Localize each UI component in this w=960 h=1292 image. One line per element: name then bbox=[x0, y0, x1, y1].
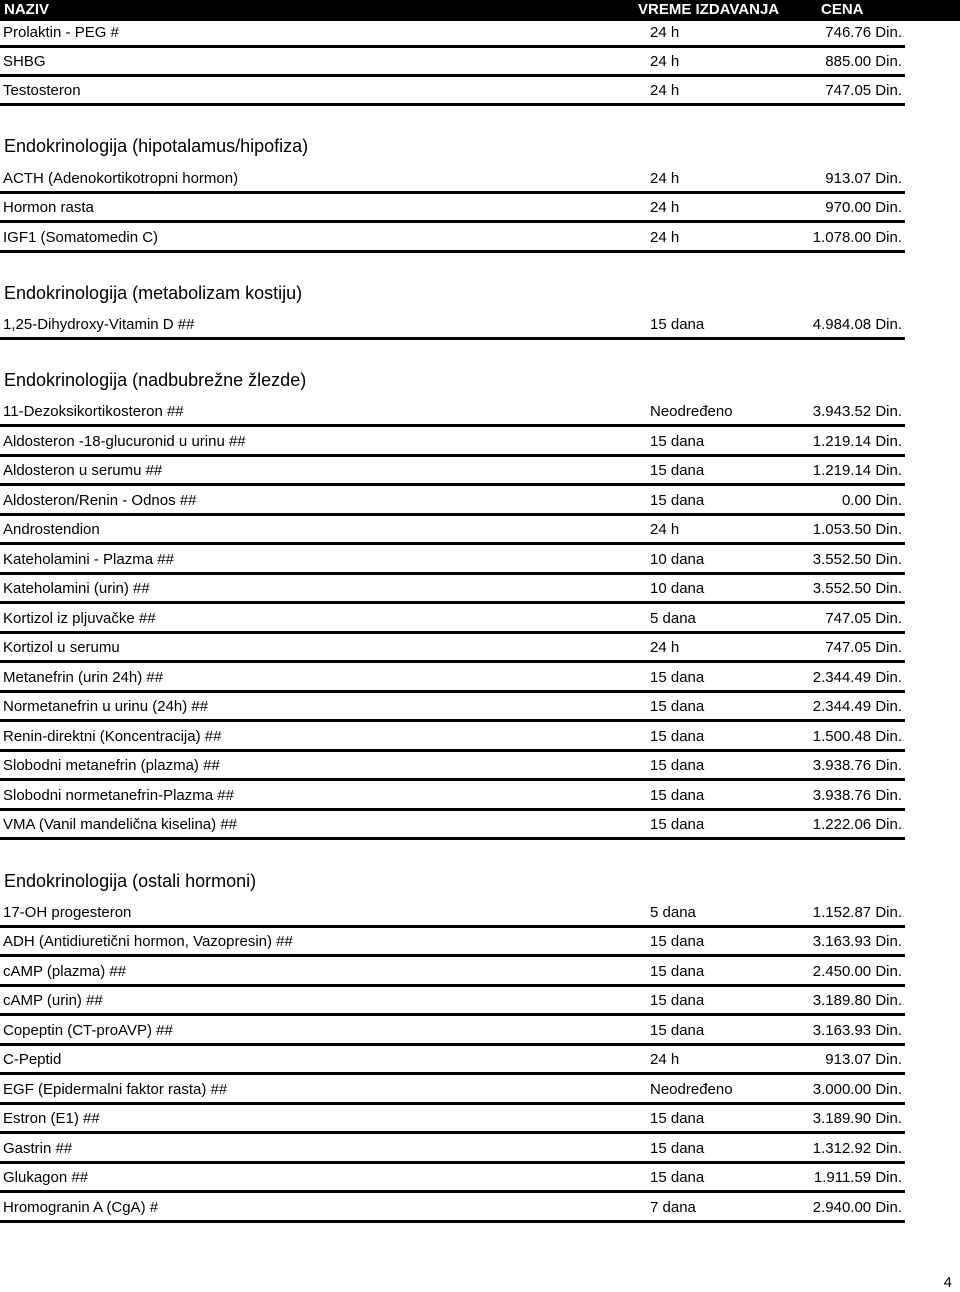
row-divider bbox=[0, 954, 905, 957]
test-price: 2.450.00 Din. bbox=[812, 963, 902, 980]
test-name: Glukagon ## bbox=[3, 1169, 89, 1186]
test-name: Aldosteron -18-glucuronid u urinu ## bbox=[3, 433, 246, 450]
row-divider bbox=[0, 1043, 905, 1046]
row-divider bbox=[0, 837, 905, 840]
test-name: Kortizol u serumu bbox=[3, 639, 120, 656]
table-row bbox=[0, 756, 960, 786]
row-divider bbox=[0, 808, 905, 811]
turnaround-time: 15 dana bbox=[650, 787, 705, 804]
test-price: 970.00 Din. bbox=[825, 199, 902, 216]
turnaround-time: 7 dana bbox=[650, 1199, 696, 1216]
test-price: 1.053.50 Din. bbox=[812, 521, 902, 538]
table-row bbox=[0, 491, 960, 521]
row-divider bbox=[0, 1190, 905, 1193]
row-divider bbox=[0, 601, 905, 604]
test-price: 1.219.14 Din. bbox=[812, 433, 902, 450]
turnaround-time: 15 dana bbox=[650, 816, 705, 833]
table-row bbox=[0, 1021, 960, 1051]
turnaround-time: 15 dana bbox=[650, 462, 705, 479]
turnaround-time: 15 dana bbox=[650, 728, 705, 745]
turnaround-time: Neodređeno bbox=[650, 1081, 733, 1098]
test-price: 747.05 Din. bbox=[825, 610, 902, 627]
turnaround-time: 5 dana bbox=[650, 610, 696, 627]
test-price: 2.344.49 Din. bbox=[812, 669, 902, 686]
table-row bbox=[0, 461, 960, 491]
table-row bbox=[0, 579, 960, 609]
table-row bbox=[0, 786, 960, 816]
row-divider bbox=[0, 424, 905, 427]
test-name: Prolaktin - PEG # bbox=[3, 24, 119, 41]
test-name: cAMP (plazma) ## bbox=[3, 963, 127, 980]
turnaround-time: 24 h bbox=[650, 24, 680, 41]
test-name: Hromogranin A (CgA) # bbox=[3, 1199, 159, 1216]
test-name: Aldosteron u serumu ## bbox=[3, 462, 163, 479]
table-row bbox=[0, 1050, 960, 1080]
turnaround-time: 24 h bbox=[650, 521, 680, 538]
test-name: Kateholamini (urin) ## bbox=[3, 580, 150, 597]
test-price: 1.219.14 Din. bbox=[812, 462, 902, 479]
table-row bbox=[0, 903, 960, 933]
section-title: Endokrinologija (metabolizam kostiju) bbox=[4, 283, 303, 303]
test-name: Aldosteron/Renin - Odnos ## bbox=[3, 492, 197, 509]
test-name: Kortizol iz pljuvačke ## bbox=[3, 610, 156, 627]
row-divider bbox=[0, 660, 905, 663]
table-row bbox=[0, 315, 960, 345]
row-divider bbox=[0, 572, 905, 575]
turnaround-time: Neodređeno bbox=[650, 403, 733, 420]
test-name: 17-OH progesteron bbox=[3, 904, 132, 921]
test-name: Slobodni normetanefrin-Plazma ## bbox=[3, 787, 234, 804]
test-price: 3.552.50 Din. bbox=[812, 580, 902, 597]
row-divider bbox=[0, 483, 905, 486]
test-price: 3.189.90 Din. bbox=[812, 1110, 902, 1127]
test-price: 3.000.00 Din. bbox=[812, 1081, 902, 1098]
test-price: 747.05 Din. bbox=[825, 639, 902, 656]
table-row bbox=[0, 1109, 960, 1139]
test-price: 4.984.08 Din. bbox=[812, 316, 902, 333]
test-price: 2.940.00 Din. bbox=[812, 1199, 902, 1216]
row-divider bbox=[0, 719, 905, 722]
table-header bbox=[0, 0, 960, 21]
test-name: Copeptin (CT-proAVP) ## bbox=[3, 1022, 173, 1039]
turnaround-time: 24 h bbox=[650, 170, 680, 187]
turnaround-time: 15 dana bbox=[650, 1110, 705, 1127]
test-name: Renin-direktni (Koncentracija) ## bbox=[3, 728, 222, 745]
test-price: 3.552.50 Din. bbox=[812, 551, 902, 568]
table-row bbox=[0, 697, 960, 727]
test-price: 885.00 Din. bbox=[825, 53, 902, 70]
test-name: Slobodni metanefrin (plazma) ## bbox=[3, 757, 220, 774]
row-divider bbox=[0, 542, 905, 545]
row-divider bbox=[0, 1131, 905, 1134]
row-divider bbox=[0, 513, 905, 516]
turnaround-time: 15 dana bbox=[650, 698, 705, 715]
test-price: 3.189.80 Din. bbox=[812, 992, 902, 1009]
table-row bbox=[0, 402, 960, 432]
row-divider bbox=[0, 337, 905, 340]
turnaround-time: 15 dana bbox=[650, 1169, 705, 1186]
test-name: SHBG bbox=[3, 53, 46, 70]
turnaround-time: 15 dana bbox=[650, 757, 705, 774]
turnaround-time: 24 h bbox=[650, 229, 680, 246]
test-name: Normetanefrin u urinu (24h) ## bbox=[3, 698, 209, 715]
test-name: 1,25-Dihydroxy-Vitamin D ## bbox=[3, 316, 195, 333]
row-divider bbox=[0, 103, 905, 106]
section-title: Endokrinologija (hipotalamus/hipofiza) bbox=[4, 136, 309, 156]
row-divider bbox=[0, 1072, 905, 1075]
row-divider bbox=[0, 45, 905, 48]
turnaround-time: 24 h bbox=[650, 1051, 680, 1068]
table-row bbox=[0, 932, 960, 962]
table-row bbox=[0, 962, 960, 992]
table-row bbox=[0, 1168, 960, 1198]
turnaround-time: 15 dana bbox=[650, 433, 705, 450]
test-price: 3.938.76 Din. bbox=[812, 787, 902, 804]
table-row bbox=[0, 991, 960, 1021]
test-name: Metanefrin (urin 24h) ## bbox=[3, 669, 164, 686]
turnaround-time: 15 dana bbox=[650, 1140, 705, 1157]
table-row bbox=[0, 432, 960, 462]
test-name: VMA (Vanil mandelična kiselina) ## bbox=[3, 816, 238, 833]
table-row bbox=[0, 198, 960, 228]
table-row bbox=[0, 638, 960, 668]
table-row bbox=[0, 52, 960, 82]
test-price: 1.312.92 Din. bbox=[812, 1140, 902, 1157]
test-price: 0.00 Din. bbox=[841, 492, 902, 509]
turnaround-time: 15 dana bbox=[650, 1022, 705, 1039]
test-name: ACTH (Adenokortikotropni hormon) bbox=[3, 170, 239, 187]
test-name: Androstendion bbox=[3, 521, 100, 538]
test-price: 3.943.52 Din. bbox=[812, 403, 902, 420]
section-title: Endokrinologija (ostali hormoni) bbox=[4, 871, 257, 891]
test-name: EGF (Epidermalni faktor rasta) ## bbox=[3, 1081, 228, 1098]
table-row bbox=[0, 1080, 960, 1110]
table-row bbox=[0, 81, 960, 111]
row-divider bbox=[0, 1013, 905, 1016]
header-price: CENA bbox=[821, 1, 864, 18]
test-name: C-Peptid bbox=[3, 1051, 62, 1068]
test-name: cAMP (urin) ## bbox=[3, 992, 103, 1009]
row-divider bbox=[0, 1102, 905, 1105]
row-divider bbox=[0, 631, 905, 634]
test-price: 1.222.06 Din. bbox=[812, 816, 902, 833]
table-row bbox=[0, 815, 960, 845]
test-price: 3.163.93 Din. bbox=[812, 933, 902, 950]
test-price: 913.07 Din. bbox=[825, 170, 902, 187]
turnaround-time: 24 h bbox=[650, 82, 680, 99]
row-divider bbox=[0, 749, 905, 752]
section-title: Endokrinologija (nadbubrežne žlezde) bbox=[4, 370, 307, 390]
table-row bbox=[0, 668, 960, 698]
test-price: 913.07 Din. bbox=[825, 1051, 902, 1068]
table-row bbox=[0, 228, 960, 258]
test-name: Hormon rasta bbox=[3, 199, 94, 216]
row-divider bbox=[0, 984, 905, 987]
test-price: 1.078.00 Din. bbox=[812, 229, 902, 246]
table-row bbox=[0, 727, 960, 757]
turnaround-time: 24 h bbox=[650, 53, 680, 70]
row-divider bbox=[0, 778, 905, 781]
row-divider bbox=[0, 74, 905, 77]
test-name: Kateholamini - Plazma ## bbox=[3, 551, 174, 568]
test-price: 747.05 Din. bbox=[825, 82, 902, 99]
turnaround-time: 15 dana bbox=[650, 492, 705, 509]
turnaround-time: 15 dana bbox=[650, 963, 705, 980]
test-name: Testosteron bbox=[3, 82, 81, 99]
turnaround-time: 15 dana bbox=[650, 669, 705, 686]
table-row bbox=[0, 23, 960, 53]
turnaround-time: 15 dana bbox=[650, 992, 705, 1009]
test-price: 1.911.59 Din. bbox=[813, 1169, 902, 1186]
table-row bbox=[0, 550, 960, 580]
test-price: 746.76 Din. bbox=[825, 24, 902, 41]
table-row bbox=[0, 1139, 960, 1169]
test-price: 3.938.76 Din. bbox=[812, 757, 902, 774]
test-name: IGF1 (Somatomedin C) bbox=[3, 229, 159, 246]
turnaround-time: 15 dana bbox=[650, 933, 705, 950]
table-row bbox=[0, 1198, 960, 1228]
row-divider bbox=[0, 690, 905, 693]
table-row bbox=[0, 609, 960, 639]
turnaround-time: 10 dana bbox=[650, 580, 705, 597]
turnaround-time: 15 dana bbox=[650, 316, 705, 333]
test-price: 2.344.49 Din. bbox=[812, 698, 902, 715]
table-row bbox=[0, 169, 960, 199]
turnaround-time: 24 h bbox=[650, 639, 680, 656]
table-row bbox=[0, 520, 960, 550]
row-divider bbox=[0, 1220, 905, 1223]
turnaround-time: 24 h bbox=[650, 199, 680, 216]
test-name: 11-Dezoksikortikosteron ## bbox=[3, 403, 184, 420]
row-divider bbox=[0, 454, 905, 457]
test-name: ADH (Antidiuretični hormon, Vazopresin) ## bbox=[3, 933, 293, 950]
turnaround-time: 10 dana bbox=[650, 551, 705, 568]
test-price: 1.152.87 Din. bbox=[812, 904, 902, 921]
row-divider bbox=[0, 1161, 905, 1164]
test-name: Estron (E1) ## bbox=[3, 1110, 100, 1127]
turnaround-time: 5 dana bbox=[650, 904, 696, 921]
row-divider bbox=[0, 191, 905, 194]
test-price: 1.500.48 Din. bbox=[812, 728, 902, 745]
header-name: NAZIV bbox=[4, 1, 49, 18]
test-name: Gastrin ## bbox=[3, 1140, 73, 1157]
row-divider bbox=[0, 250, 905, 253]
row-divider bbox=[0, 925, 905, 928]
page-number: 4 bbox=[943, 1274, 952, 1291]
row-divider bbox=[0, 220, 905, 223]
test-price: 3.163.93 Din. bbox=[812, 1022, 902, 1039]
header-time: VREME IZDAVANJA bbox=[638, 1, 780, 18]
